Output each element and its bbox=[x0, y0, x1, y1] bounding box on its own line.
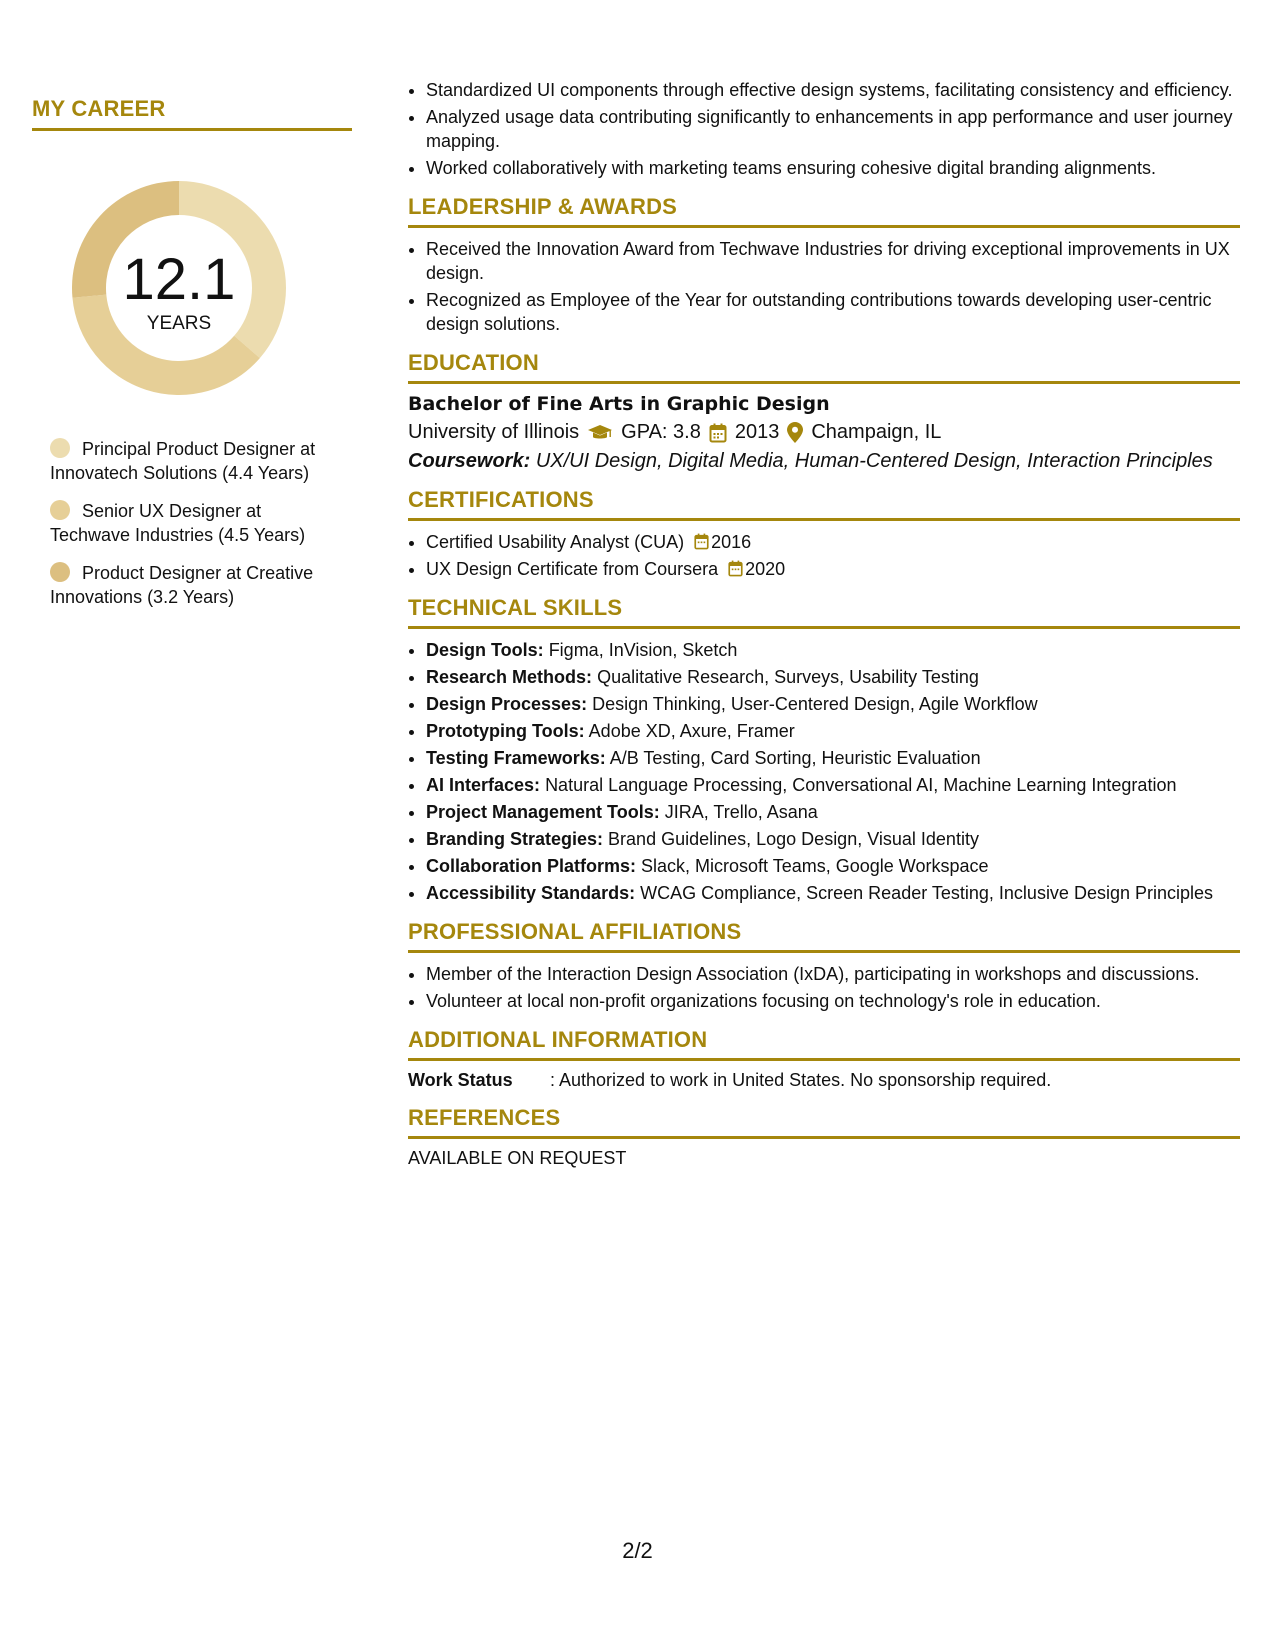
certification-year: 2020 bbox=[745, 559, 786, 579]
skill-value: JIRA, Trello, Asana bbox=[664, 802, 818, 822]
skills-list bbox=[408, 638, 1240, 905]
legend-dot bbox=[50, 438, 70, 458]
certification-name: Certified Usability Analyst (CUA) bbox=[426, 532, 685, 552]
references-title: REFERENCES bbox=[408, 1105, 1240, 1139]
affiliation-item: • Member of the Interaction Design Association (IxDA), participating in workshops and discussions. bbox=[426, 962, 1240, 986]
skill-item bbox=[426, 773, 1240, 797]
skill-label: Accessibility Standards: bbox=[426, 883, 636, 903]
skill-label: Design Processes: bbox=[426, 694, 588, 714]
certifications-title: CERTIFICATIONS bbox=[408, 487, 1240, 521]
education-section bbox=[408, 350, 1240, 473]
leadership-section bbox=[408, 194, 1240, 336]
affiliations-list bbox=[408, 962, 1240, 1013]
work-status-row bbox=[408, 1070, 1240, 1091]
additional-info-section bbox=[408, 1027, 1240, 1091]
affiliations-section bbox=[408, 919, 1240, 1013]
certifications-section bbox=[408, 487, 1240, 581]
skill-label: Testing Frameworks: bbox=[426, 748, 606, 768]
skill-item bbox=[426, 692, 1240, 716]
graduation-cap-icon bbox=[587, 424, 613, 442]
total-years-value: 12.1 bbox=[122, 247, 236, 312]
main-content bbox=[408, 78, 1240, 1169]
skill-item bbox=[426, 746, 1240, 770]
legend-item bbox=[50, 561, 330, 609]
education-details bbox=[408, 421, 1240, 444]
coursework-label: Coursework: bbox=[408, 450, 531, 472]
skill-item bbox=[426, 854, 1240, 878]
skill-item bbox=[426, 665, 1240, 689]
affiliation-item: • Volunteer at local non-profit organizations focusing on technology's role in education. bbox=[426, 989, 1240, 1013]
skill-item bbox=[426, 881, 1240, 905]
legend-text: Product Designer at Creative Innovations (3.2 Years) bbox=[50, 563, 314, 607]
certification-item bbox=[426, 557, 1240, 581]
coursework-text: UX/UI Design, Digital Media, Human-Centered Design, Interaction Principles bbox=[535, 450, 1213, 472]
skill-value: Qualitative Research, Surveys, Usability Testing bbox=[597, 667, 979, 687]
skill-item bbox=[426, 719, 1240, 743]
experience-bullets bbox=[408, 78, 1240, 180]
skill-label: Branding Strategies: bbox=[426, 829, 604, 849]
certifications-list bbox=[408, 530, 1240, 581]
page-number: 2/2 bbox=[622, 1538, 653, 1563]
leadership-title: LEADERSHIP & AWARDS bbox=[408, 194, 1240, 228]
skill-item bbox=[426, 638, 1240, 662]
education-coursework bbox=[408, 450, 1240, 473]
legend-dot bbox=[50, 562, 70, 582]
certification-name: UX Design Certificate from Coursera bbox=[426, 559, 719, 579]
skill-item bbox=[426, 800, 1240, 824]
additional-info-title: ADDITIONAL INFORMATION bbox=[408, 1027, 1240, 1061]
career-sidebar bbox=[32, 96, 352, 623]
education-location: Champaign, IL bbox=[811, 421, 942, 443]
certification-item bbox=[426, 530, 1240, 554]
references-text: AVAILABLE ON REQUEST bbox=[408, 1148, 627, 1168]
legend-item bbox=[50, 499, 330, 547]
legend-dot bbox=[50, 500, 70, 520]
certification-year: 2016 bbox=[711, 532, 752, 552]
skill-value: A/B Testing, Card Sorting, Heuristic Evaluation bbox=[609, 748, 981, 768]
education-year: 2013 bbox=[734, 421, 780, 443]
skill-value: Brand Guidelines, Logo Design, Visual Identity bbox=[608, 829, 979, 849]
skill-label: Collaboration Platforms: bbox=[426, 856, 637, 876]
skill-label: Design Tools: bbox=[426, 640, 544, 660]
skills-section bbox=[408, 595, 1240, 905]
experience-bullet: • Analyzed usage data contributing significantly to enhancements in app performance and user journey mapping. bbox=[426, 105, 1240, 153]
references-section bbox=[408, 1105, 1240, 1169]
career-legend bbox=[50, 437, 352, 609]
calendar-icon bbox=[694, 533, 709, 550]
career-donut-chart bbox=[66, 175, 292, 401]
skill-item bbox=[426, 827, 1240, 851]
skill-value: WCAG Compliance, Screen Reader Testing, Inclusive Design Principles bbox=[640, 883, 1214, 903]
skill-label: Project Management Tools: bbox=[426, 802, 660, 822]
skill-label: Research Methods: bbox=[426, 667, 593, 687]
skill-value: Figma, InVision, Sketch bbox=[548, 640, 738, 660]
affiliations-title: PROFESSIONAL AFFILIATIONS bbox=[408, 919, 1240, 953]
total-years-unit: YEARS bbox=[146, 313, 212, 334]
legend-text: Senior UX Designer at Techwave Industries (4.5 Years) bbox=[50, 501, 306, 545]
education-title: EDUCATION bbox=[408, 350, 1240, 384]
calendar-icon bbox=[709, 423, 727, 443]
skill-value: Slack, Microsoft Teams, Google Workspace bbox=[641, 856, 989, 876]
leadership-item: • Recognized as Employee of the Year for outstanding contributions towards developing user-centric design solutions. bbox=[426, 288, 1240, 336]
skill-label: Prototyping Tools: bbox=[426, 721, 585, 741]
leadership-list bbox=[408, 237, 1240, 336]
experience-bullet: • Standardized UI components through effective design systems, facilitating consistency and efficiency. bbox=[426, 78, 1240, 102]
skill-value: Adobe XD, Axure, Framer bbox=[588, 721, 795, 741]
skill-label: AI Interfaces: bbox=[426, 775, 541, 795]
work-status-value: : Authorized to work in United States. No sponsorship required. bbox=[550, 1070, 1052, 1090]
skills-title: TECHNICAL SKILLS bbox=[408, 595, 1240, 629]
skill-value: Natural Language Processing, Conversational AI, Machine Learning Integration bbox=[545, 775, 1177, 795]
education-gpa: GPA: 3.8 bbox=[621, 421, 701, 443]
skill-value: Design Thinking, User-Centered Design, Agile Workflow bbox=[592, 694, 1038, 714]
calendar-icon bbox=[728, 560, 743, 577]
education-school: University of Illinois bbox=[408, 421, 580, 443]
donut-center bbox=[66, 175, 292, 401]
work-status-label: Work Status bbox=[408, 1070, 513, 1090]
legend-text: Principal Product Designer at Innovatech Solutions (4.4 Years) bbox=[50, 439, 316, 483]
career-title: MY CAREER bbox=[32, 96, 352, 131]
education-degree: Bachelor of Fine Arts in Graphic Design bbox=[408, 393, 830, 415]
experience-bullet: • Worked collaboratively with marketing teams ensuring cohesive digital branding alignments. bbox=[426, 156, 1240, 180]
legend-item bbox=[50, 437, 330, 485]
map-pin-icon bbox=[787, 422, 803, 443]
leadership-item: • Received the Innovation Award from Techwave Industries for driving exceptional improvements in UX design. bbox=[426, 237, 1240, 285]
